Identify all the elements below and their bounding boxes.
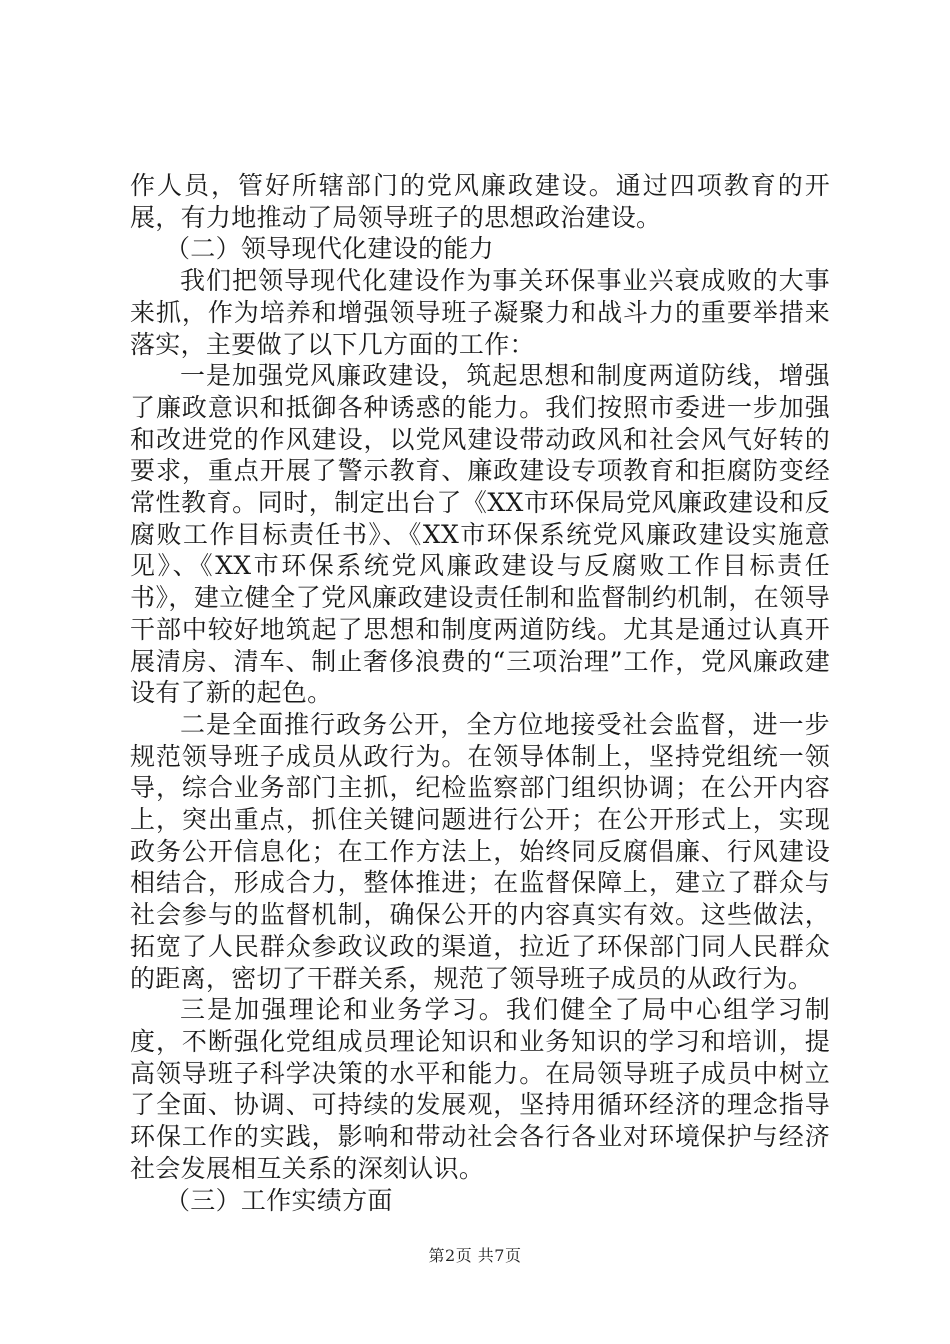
paragraph-point-2: 二是全面推行政务公开，全方位地接受社会监督，进一步规范领导班子成员从政行为。在领导体制上，坚持党组统一领导，综合业务部门主抓，纪检监察部门组织协调；在公开内容上，突出重点，抓住关键问题进行公开；在公开形式上，实现政务公开信息化；在工作方法上，始终同反腐倡廉、行风建设相结合，形成合力，整体推进；在监督保障上，建立了群众与社会参与的监督机制，确保公开的内容真实有效。这些做法，拓宽了人民群众参政议政的渠道，拉近了环保部门同人民群众的距离，密切了干群关系，规范了领导班子成员的从政行为。: [130, 709, 830, 993]
document-body: [130, 170, 830, 1216]
paragraph-continuation: 作人员，管好所辖部门的党风廉政建设。通过四项教育的开展，有力地推动了局领导班子的思想政治建设。: [130, 171, 830, 232]
paragraph-point-1: 一是加强党风廉政建设，筑起思想和制度两道防线，增强了廉政意识和抵御各种诱惑的能力。我们按照市委进一步加强和改进党的作风建设，以党风建设带动政风和社会风气好转的要求，重点开展了警示教育、廉政建设专项教育和拒腐防变经常性教育。同时，制定出台了《XX市环保局党风廉政建设和反腐败工作目标责任书》、《XX市环保系统党风廉政建设实施意见》、《XX市环保系统党风廉政建设与反腐败工作目标责任书》，建立健全了党风廉政建设责任制和监督制约机制，在领导干部中较好地筑起了思想和制度两道防线。尤其是通过认真开展清房、清车、制止奢侈浪费的“三项治理”工作，党风廉政建设有了新的起色。: [130, 361, 830, 708]
section-heading-3: （三）工作实绩方面: [165, 1185, 393, 1215]
section-heading-2: （二）领导现代化建设的能力: [165, 234, 494, 264]
paragraph-intro: 我们把领导现代化建设作为事关环保事业兴衰成败的大事来抓，作为培养和增强领导班子凝聚力和战斗力的重要举措来落实，主要做了以下几方面的工作：: [130, 266, 830, 359]
page-footer: 第2页 共7页: [428, 1246, 522, 1265]
paragraph-point-3: 三是加强理论和业务学习。我们健全了局中心组学习制度，不断强化党组成员理论知识和业务知识的学习和培训，提高领导班子科学决策的水平和能力。在局领导班子成员中树立了全面、协调、可持续的发展观，坚持用循环经济的理念指导环保工作的实践，影响和带动社会各行各业对环境保护与经济社会发展相互关系的深刻认识。: [130, 995, 830, 1183]
